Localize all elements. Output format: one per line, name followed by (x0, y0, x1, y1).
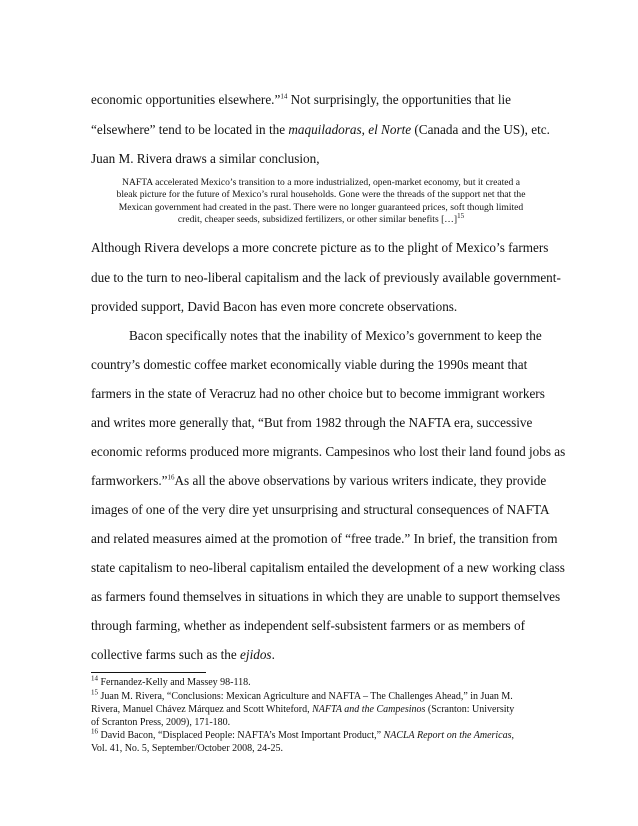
body-line (91, 92, 551, 108)
body-line (91, 415, 551, 431)
italic-term: el Norte (368, 122, 412, 137)
text: state capitalism to neo-liberal capitalism entailed the development of a new working class (91, 560, 565, 575)
text: As all the above observations by various writers indicate, they provide (174, 473, 547, 488)
footnote-number: 14 (91, 674, 98, 683)
body-line (91, 270, 561, 286)
text: farmers in the state of Veracruz had no other choice but to become immigrant workers (91, 386, 545, 401)
body-line (91, 473, 551, 489)
body-line (91, 502, 551, 518)
text: country’s domestic coffee market economically viable during the 1990s meant that (91, 357, 528, 372)
body-line (91, 122, 551, 138)
text: credit, cheaper seeds, subsidized fertilizers, or other similar benefits […] (177, 213, 458, 225)
footnote-ref-14[interactable]: 14 (280, 92, 288, 101)
footnote-15-line (91, 704, 551, 717)
text: as farmers found themselves in situations in which they are unable to support themselves (91, 589, 561, 604)
text: (Canada and the US), etc. (411, 122, 550, 137)
footnote-15-line (91, 717, 551, 730)
body-line (91, 589, 561, 605)
text: Although Rivera develops a more concrete picture as to the plight of Mexico’s farmers (91, 240, 549, 255)
quote-line (93, 211, 549, 226)
footnote-number: 15 (91, 688, 98, 697)
text: provided support, David Bacon has even more concrete observations. (91, 299, 458, 314)
body-line (91, 240, 551, 256)
text: and writes more generally that, “But from 1982 through the NAFTA era, successive (91, 415, 533, 430)
text: and related measures aimed at the promotion of “free trade.” In brief, the transition from (91, 531, 558, 546)
body-line (91, 151, 551, 167)
footnote-ref-15[interactable]: 15 (457, 211, 465, 220)
text: . (271, 647, 275, 662)
quote-line: Mexican government had created in the past. There were no longer guaranteed prices, soft though limited (118, 201, 524, 213)
text: images of one of the very dire yet unsurprising and structural consequences of NAFTA (91, 502, 550, 517)
footnote-16 (91, 727, 551, 743)
footnote-number: 16 (91, 727, 98, 736)
text: “elsewhere” tend to be located in the (91, 122, 289, 137)
footnote-16-line (91, 743, 551, 756)
body-line (91, 386, 551, 402)
body-line (91, 444, 566, 460)
text: farmworkers.” (91, 473, 168, 488)
italic-term: maquiladoras (288, 122, 362, 137)
text: due to the turn to neo-liberal capitalism and the lack of previously available government- (91, 270, 561, 285)
text: collective farms such as the (91, 647, 241, 662)
body-line (91, 647, 551, 663)
text: economic opportunities elsewhere.” (91, 92, 281, 107)
footnote-text: Fernandez-Kelly and Massey 98-118. (98, 677, 251, 688)
body-line (91, 531, 558, 547)
footnote-text: Vol. 41, No. 5, September/October 2008, 24-25. (91, 743, 284, 754)
footnote-separator (91, 672, 206, 673)
text: Juan M. Rivera draws a similar conclusion, (91, 151, 320, 166)
footnote-text: Rivera, Manuel Chávez Márquez and Scott Whiteford, (91, 704, 313, 715)
text: through farming, whether as independent self-subsistent farmers or as members of (91, 618, 525, 633)
italic-title: NACLA Report on the Americas (383, 730, 512, 741)
footnote-ref-16[interactable]: 16 (167, 473, 175, 482)
footnote-text: Juan M. Rivera, “Conclusions: Mexican Agriculture and NAFTA – The Challenges Ahead,” in Juan M. (98, 691, 513, 702)
footnote-14 (91, 674, 551, 690)
text: Not surprisingly, the opportunities that lie (287, 92, 511, 107)
text: , (361, 122, 369, 137)
italic-term: ejidos (240, 647, 272, 662)
body-line (91, 299, 551, 315)
body-line (91, 560, 565, 576)
body-line (91, 618, 551, 634)
block-quote (93, 177, 549, 226)
footnote-text: David Bacon, “Displaced People: NAFTA’s Most Important Product,” (98, 730, 384, 741)
text: economic reforms produced more migrants. Campesinos who lost their land found jobs as (91, 444, 566, 459)
text: Bacon specifically notes that the inability of Mexico’s government to keep the (129, 328, 542, 343)
footnote-text: (Scranton: University (425, 704, 515, 715)
quote-line: NAFTA accelerated Mexico’s transition to a more industrialized, open-market economy, but it created a (122, 177, 520, 188)
quote-line: bleak picture for the future of Mexico’s rural households. Gone were the threads of the support net that the (116, 189, 526, 201)
body-line (91, 357, 551, 373)
footnote-text: , (511, 730, 515, 741)
footnote-text: of Scranton Press, 2009), 171-180. (91, 717, 231, 728)
footnote-15 (91, 688, 551, 704)
italic-title: NAFTA and the Campesinos (312, 704, 426, 715)
body-line (129, 328, 549, 344)
